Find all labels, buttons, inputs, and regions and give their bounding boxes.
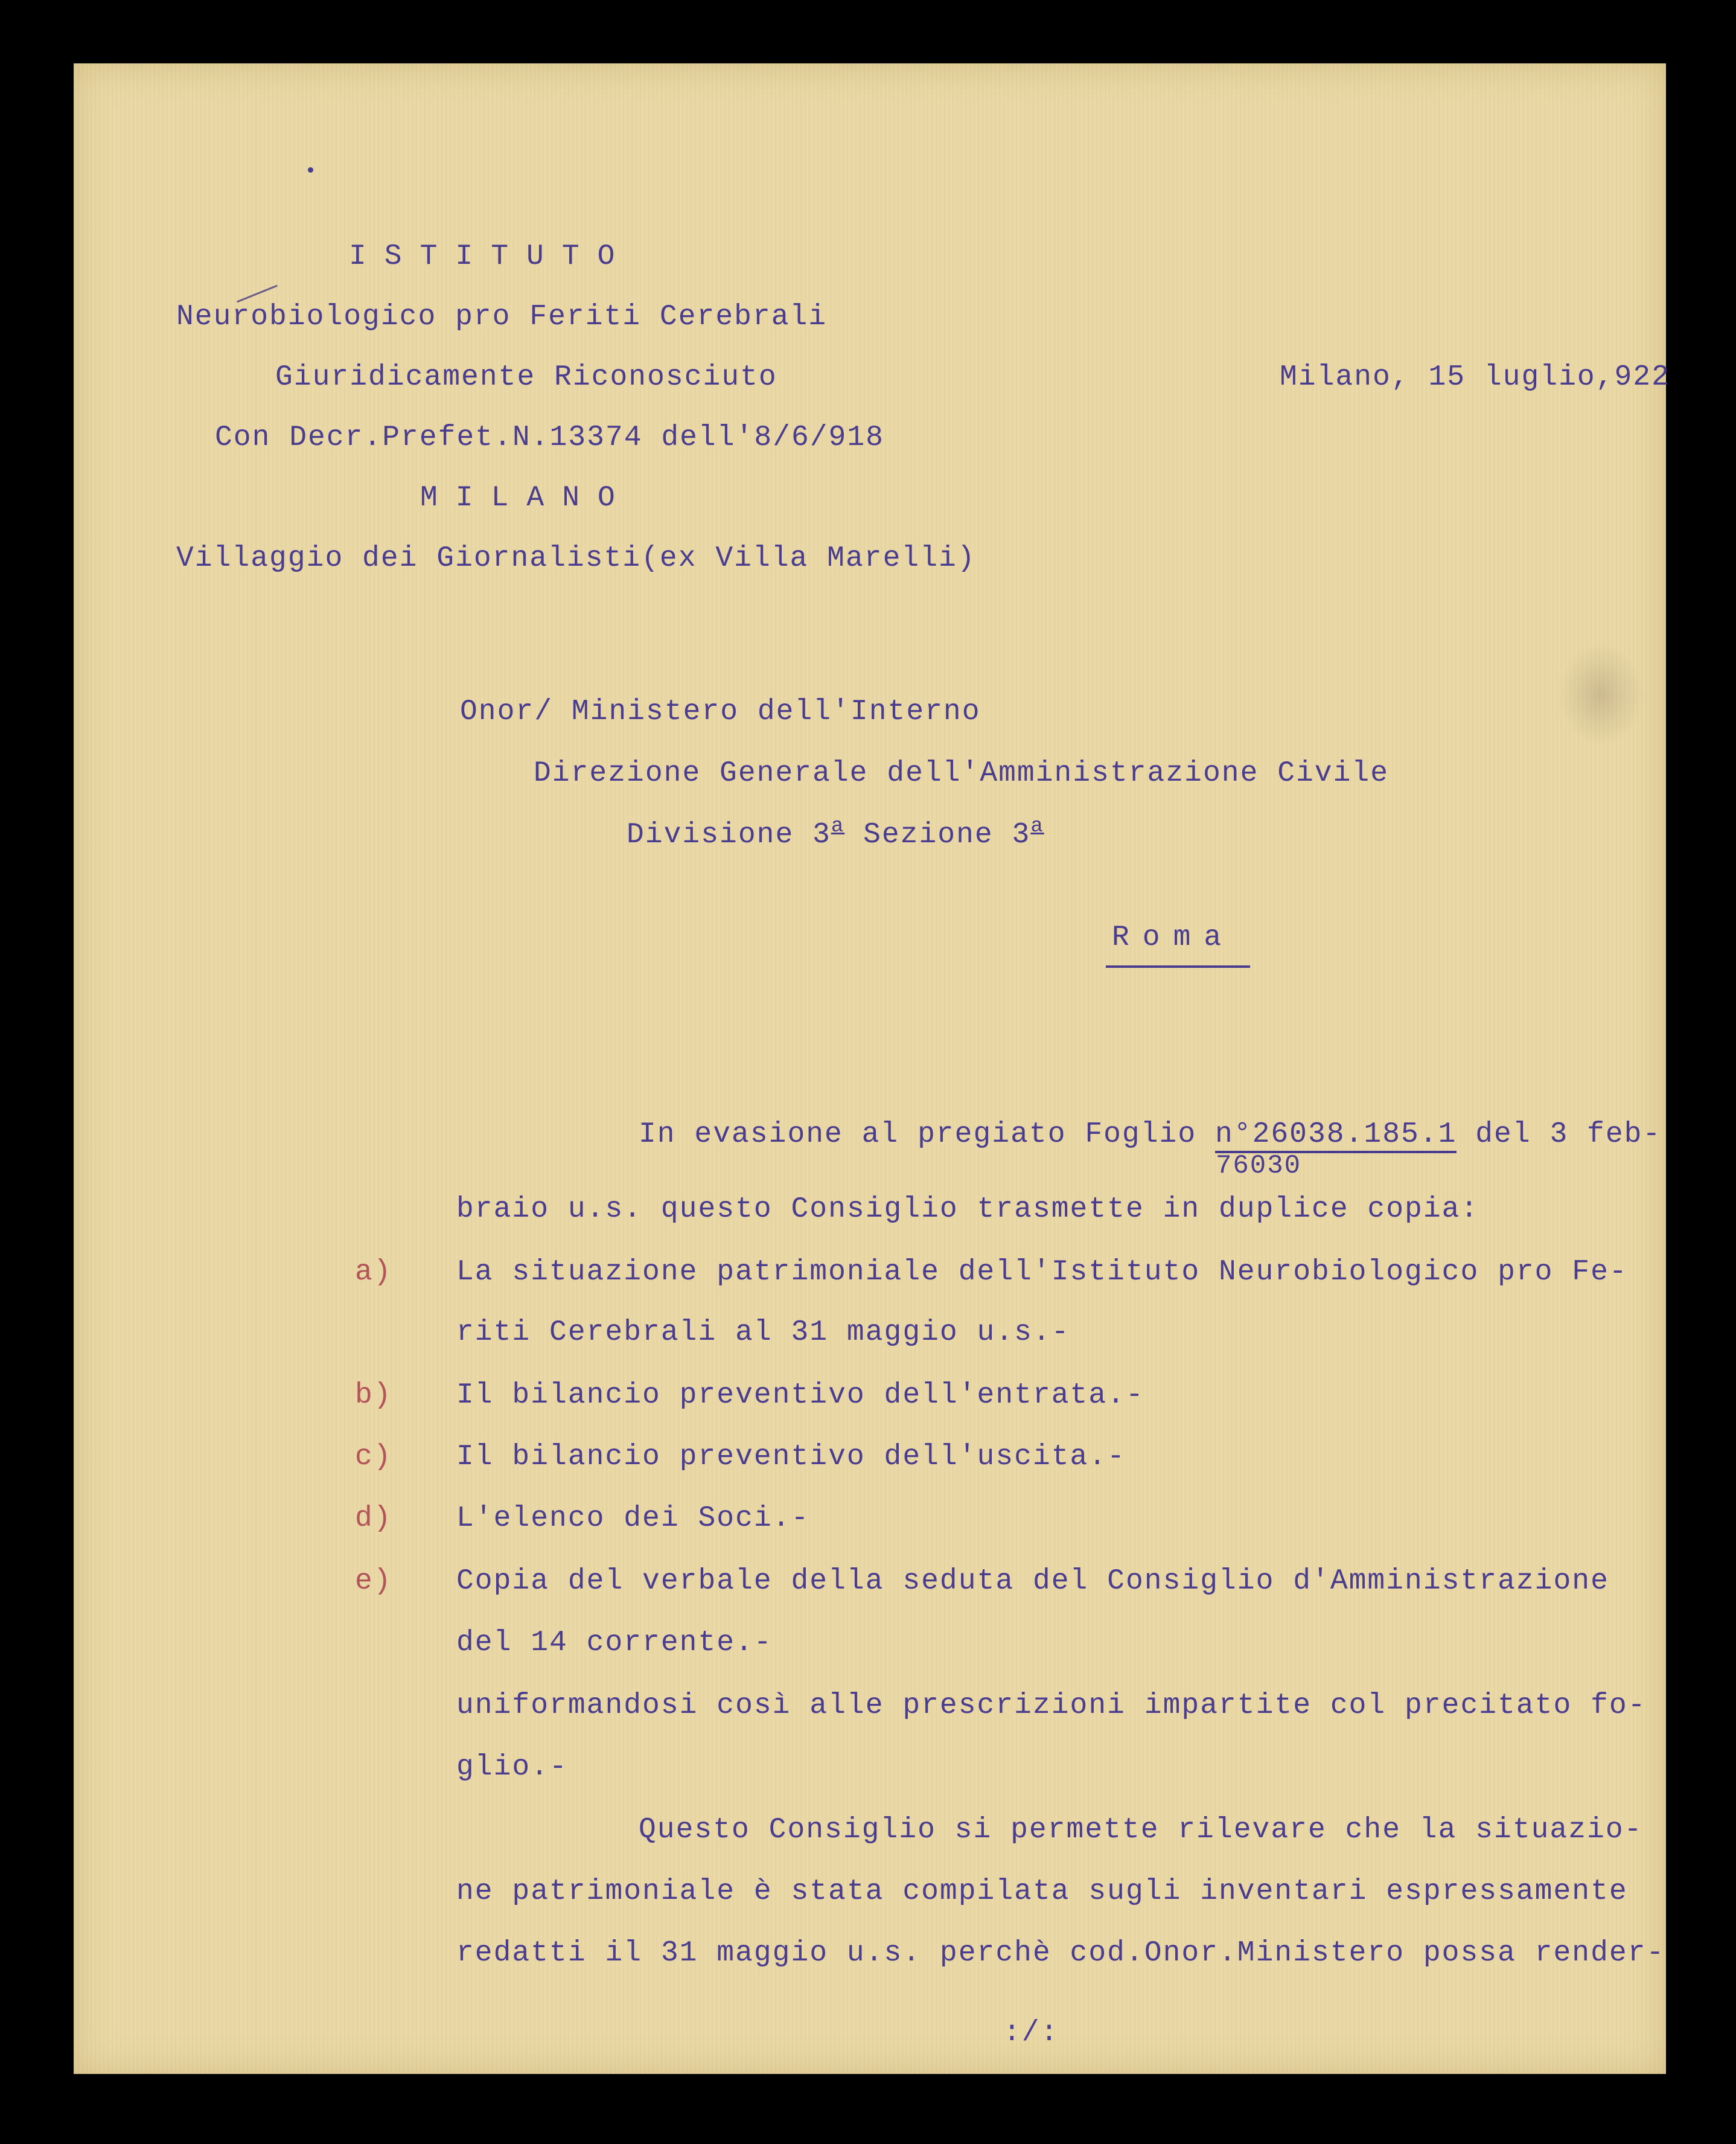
letterhead-legal-status: Giuridicamente Riconosciuto: [275, 361, 777, 394]
addressee-division: [627, 817, 1044, 856]
section-superscript: a: [1030, 815, 1044, 838]
addressee-ministry: Onor/ Ministero dell'Interno: [460, 696, 981, 728]
letterhead-city: MILANO: [420, 482, 633, 514]
item-d-line-1: L'elenco dei Soci.-: [456, 1502, 810, 1535]
intro-line-1: [639, 1116, 1661, 1153]
item-e-line-1: Copia del verbale della seduta del Consiglio d'Amministrazione: [456, 1565, 1609, 1598]
paragraph2-line-1: Questo Consiglio si permette rilevare che la situazio-: [639, 1814, 1643, 1846]
addressee-direction: Direzione Generale dell'Amministrazione Civile: [534, 757, 1390, 790]
division-superscript: a: [831, 815, 845, 838]
item-c-line-1: Il bilancio preventivo dell'uscita.-: [456, 1441, 1126, 1473]
item-e-marker: e): [355, 1565, 392, 1598]
item-b-marker: b): [355, 1379, 392, 1412]
reference-handwritten-note: 76030: [1216, 1151, 1302, 1181]
paragraph2-line-2: ne patrimoniale è stata compilata sugli inventari espressamente: [456, 1875, 1628, 1908]
item-c-marker: c): [355, 1441, 392, 1473]
item-b-line-1: Il bilancio preventivo dell'entrata.-: [456, 1379, 1144, 1412]
paragraph2-line-3: redatti il 31 maggio u.s. perchè cod.Onor.Ministero possa render-: [456, 1937, 1665, 1970]
intro-line-2: braio u.s. questo Consiglio trasmette in duplice copia:: [456, 1193, 1479, 1226]
addressee-city: Roma: [1106, 920, 1250, 968]
reference-number: n°26038.185.1: [1215, 1118, 1457, 1153]
closing-line-1: uniformandosi così alle prescrizioni impartite col precitato fo-: [456, 1689, 1647, 1722]
letterhead-decree: Con Decr.Prefet.N.13374 dell'8/6/918: [215, 421, 884, 454]
section-text: Sezione 3: [844, 819, 1031, 851]
letterhead-title: ISTITUTO: [349, 240, 633, 273]
item-d-marker: d): [355, 1502, 392, 1535]
division-text: Divisione 3: [627, 819, 831, 851]
closing-line-2: glio.-: [456, 1751, 568, 1784]
ink-speck: [308, 167, 313, 173]
item-e-line-2: del 14 corrente.-: [456, 1627, 773, 1659]
intro-text-b: del 3 feb-: [1457, 1118, 1662, 1151]
intro-text-a: In evasione al pregiato Foglio: [639, 1118, 1215, 1151]
letterhead-address: Villaggio dei Giornalisti(ex Villa Marelli): [176, 542, 976, 575]
item-a-line-2: riti Cerebrali al 31 maggio u.s.-: [456, 1316, 1070, 1349]
page-continuation-mark: :/:: [1003, 2017, 1059, 2049]
item-a-marker: a): [355, 1256, 392, 1288]
paper-stain: [1559, 643, 1643, 746]
letter-date: Milano, 15 luglio,922: [1280, 361, 1670, 394]
letter-page: [74, 63, 1670, 2074]
item-a-line-1: La situazione patrimoniale dell'Istituto Neurobiologico pro Fe-: [456, 1256, 1628, 1288]
letterhead-institute-name: Neurobiologico pro Feriti Cerebrali: [176, 301, 828, 333]
